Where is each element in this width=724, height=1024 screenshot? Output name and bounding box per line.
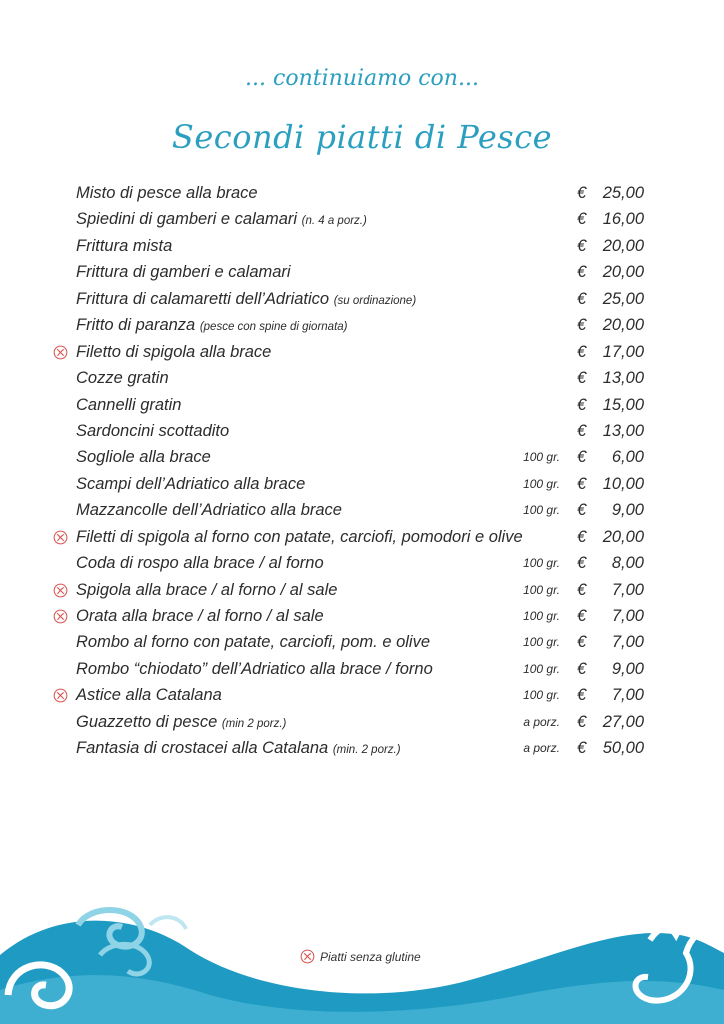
item-price: 13,00 bbox=[602, 369, 644, 388]
item-price: 50,00 bbox=[602, 739, 644, 758]
currency-symbol: € bbox=[577, 633, 587, 652]
item-price: 9,00 bbox=[611, 659, 644, 678]
menu-item bbox=[50, 206, 650, 232]
menu-item bbox=[50, 471, 650, 497]
item-price: 15,00 bbox=[602, 395, 644, 414]
currency-symbol: € bbox=[577, 580, 587, 599]
menu-item bbox=[50, 444, 650, 470]
item-unit: 100 gr. bbox=[523, 661, 560, 676]
item-unit: 100 gr. bbox=[523, 609, 560, 623]
menu-item bbox=[50, 735, 650, 761]
item-price: 7,00 bbox=[611, 686, 644, 705]
item-name: Frittura mista bbox=[76, 236, 173, 255]
menu-item bbox=[50, 233, 650, 259]
currency-symbol: € bbox=[577, 316, 587, 335]
pre-title: ... continuiamo con... bbox=[245, 66, 479, 91]
item-name: Frittura di gamberi e calamari bbox=[76, 263, 291, 282]
item-price: 6,00 bbox=[611, 448, 644, 467]
menu-item bbox=[50, 524, 650, 550]
item-name: Cannelli gratin bbox=[76, 395, 182, 414]
item-unit: 100 gr. bbox=[523, 476, 560, 491]
menu-item bbox=[50, 603, 650, 629]
currency-symbol: € bbox=[577, 527, 587, 546]
item-name: Guazzetto di pesce (min 2 porz.) bbox=[76, 712, 287, 731]
item-name: Mazzancolle dell’Adriatico alla brace bbox=[76, 501, 342, 520]
item-name: Filetti di spigola al forno con patate, carciofi, pomodori e olive bbox=[76, 527, 523, 546]
currency-symbol: € bbox=[577, 712, 587, 731]
item-name: Fantasia di crostacei alla Catalana (min. 2 porz.) bbox=[76, 739, 401, 758]
item-note: (su ordinazione) bbox=[333, 294, 417, 307]
currency-symbol: € bbox=[577, 184, 587, 202]
menu-item bbox=[50, 392, 650, 418]
item-name: Cozze gratin bbox=[76, 369, 169, 388]
page-title: Secondi piatti di Pesce bbox=[171, 118, 553, 156]
menu-item bbox=[50, 418, 650, 444]
currency-symbol: € bbox=[577, 369, 587, 388]
currency-symbol: € bbox=[577, 607, 587, 625]
currency-symbol: € bbox=[577, 501, 587, 520]
item-unit: a porz. bbox=[523, 741, 560, 756]
item-name: Astice alla Catalana bbox=[76, 686, 222, 705]
currency-symbol: € bbox=[577, 554, 587, 573]
item-price: 7,00 bbox=[611, 580, 644, 599]
item-unit: 100 gr. bbox=[523, 635, 560, 650]
item-price: 9,00 bbox=[611, 501, 644, 520]
menu-item bbox=[50, 550, 650, 576]
currency-symbol: € bbox=[577, 739, 587, 758]
wave-decoration bbox=[0, 895, 724, 1024]
legend-text: Piatti senza glutine bbox=[320, 950, 421, 964]
item-unit: a porz. bbox=[523, 714, 560, 729]
item-price: 17,00 bbox=[602, 342, 644, 361]
menu-item bbox=[50, 286, 650, 312]
item-name: Orata alla brace / al forno / al sale bbox=[76, 607, 324, 625]
currency-symbol: € bbox=[577, 659, 587, 678]
item-price: 20,00 bbox=[602, 263, 644, 282]
item-price: 25,00 bbox=[602, 184, 644, 202]
item-price: 27,00 bbox=[602, 712, 644, 731]
item-name: Rombo al forno con patate, carciofi, pom. e olive bbox=[76, 633, 431, 652]
item-price: 16,00 bbox=[602, 210, 644, 229]
currency-symbol: € bbox=[577, 686, 587, 705]
menu-item bbox=[50, 682, 650, 708]
currency-symbol: € bbox=[577, 236, 587, 255]
currency-symbol: € bbox=[577, 210, 587, 229]
item-price: 20,00 bbox=[602, 236, 644, 255]
item-price: 7,00 bbox=[611, 607, 644, 625]
currency-symbol: € bbox=[577, 448, 587, 467]
item-name: Filetto di spigola alla brace bbox=[76, 342, 272, 361]
item-name: Frittura di calamaretti dell’Adriatico (su ordinazione) bbox=[76, 289, 417, 308]
menu-item bbox=[50, 339, 650, 365]
currency-symbol: € bbox=[577, 474, 587, 493]
item-name: Spigola alla brace / al forno / al sale bbox=[76, 580, 338, 599]
item-price: 7,00 bbox=[611, 633, 644, 652]
currency-symbol: € bbox=[577, 342, 587, 361]
menu-item bbox=[50, 656, 650, 682]
currency-symbol: € bbox=[577, 421, 587, 440]
item-name: Scampi dell’Adriatico alla brace bbox=[76, 474, 306, 493]
item-name: Rombo “chiodato” dell’Adriatico alla brace / forno bbox=[76, 659, 433, 678]
item-note: (n. 4 a porz.) bbox=[301, 215, 367, 228]
item-price: 13,00 bbox=[602, 421, 644, 440]
item-price: 20,00 bbox=[602, 316, 644, 335]
item-price: 20,00 bbox=[602, 527, 644, 546]
currency-symbol: € bbox=[577, 289, 587, 308]
menu-list bbox=[50, 180, 650, 762]
menu-item bbox=[50, 709, 650, 735]
item-note: (min 2 porz.) bbox=[221, 717, 287, 730]
item-name: Sogliole alla brace bbox=[76, 448, 211, 467]
currency-symbol: € bbox=[577, 263, 587, 282]
menu-item bbox=[50, 365, 650, 391]
item-price: 25,00 bbox=[602, 289, 644, 308]
currency-symbol: € bbox=[577, 395, 587, 414]
item-unit: 100 gr. bbox=[523, 503, 560, 518]
item-note: (min. 2 porz.) bbox=[332, 744, 401, 757]
item-unit: 100 gr. bbox=[523, 556, 560, 571]
item-name: Sardoncini scottadito bbox=[76, 421, 230, 440]
item-unit: 100 gr. bbox=[523, 688, 560, 703]
menu-item bbox=[50, 629, 650, 655]
menu-item bbox=[50, 497, 650, 523]
item-name: Spiedini di gamberi e calamari (n. 4 a porz.) bbox=[76, 210, 367, 229]
item-price: 10,00 bbox=[602, 474, 644, 493]
item-name: Misto di pesce alla brace bbox=[76, 184, 258, 202]
item-unit: 100 gr. bbox=[523, 582, 560, 597]
menu-item bbox=[50, 312, 650, 338]
item-price: 8,00 bbox=[611, 554, 644, 573]
menu-item bbox=[50, 577, 650, 603]
item-note: (pesce con spine di giornata) bbox=[199, 321, 348, 334]
menu-item bbox=[50, 259, 650, 285]
menu-item bbox=[50, 180, 650, 206]
item-name: Fritto di paranza (pesce con spine di giornata) bbox=[76, 316, 348, 335]
item-unit: 100 gr. bbox=[523, 450, 560, 465]
item-name: Coda di rospo alla brace / al forno bbox=[76, 554, 324, 573]
